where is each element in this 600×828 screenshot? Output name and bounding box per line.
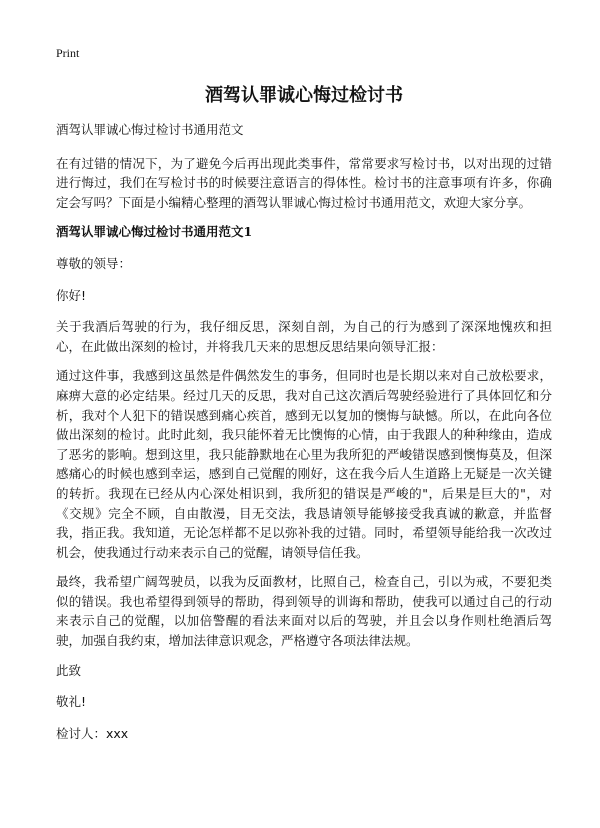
body-paragraph: 关于我酒后驾驶的行为，我仔细反思，深刻自剖，为自己的行为感到了深深地愧疚和担心，在此做出深刻的检讨，并将我几天来的思想反思结果向领导汇报：: [56, 319, 552, 354]
page-title: 酒驾认罪诚心悔过检讨书: [205, 85, 403, 106]
closing-salute: 敬礼!: [56, 694, 87, 710]
closing-line: 此致: [56, 662, 82, 678]
salutation: 尊敬的领导：: [56, 255, 132, 271]
subtitle: 酒驾认罪诚心悔过检讨书通用范文: [56, 122, 244, 137]
print-link[interactable]: Print: [56, 46, 80, 60]
signature: 检讨人：xxx: [56, 725, 129, 741]
body-paragraph: 通过这件事，我感到这虽然是件偶然发生的事务，但同时也是长期以来对自己放松要求，麻痹大意的必定结果。经过几天的反思，我对自己这次酒后驾驶经验进行了具体回忆和分析，我对个人犯下的错误感到痛心疾首，感到无以复加的懊悔与缺憾。所以，在此向各位做出深刻的检讨。此时此刻，我只能怀着无比懊悔的心情，由于我跟人的种种缘由，造成了恶劣的影响。想到这里，我只能静默地在心里为我所犯的严峻错误感到懊悔莫及，但深感痛心的时候也感到幸运，感到自己觉醒的刚好，这在我今后人生道路上无疑是一次关键的转折。我现在已经从内心深处相识到，我所犯的错误是严峻的"，后果是巨大的"，对《交规》完全不顾，自由散漫，目无交法，我恳请领导能够接受我真诚的歉意，并监督我，指正我。我知道，无论怎样都不足以弥补我的过错。同时，希望领导能给我一次改过机会，使我通过行动来表示自己的觉醒，请领导信任我。: [56, 368, 552, 560]
body-paragraph: 最终，我希望广阔驾驶员，以我为反面教材，比照自己，检查自己，引以为戒，不要犯类似的错误。我也希望得到领导的帮助，得到领导的训诲和帮助，使我可以通过自己的行动来表示自己的觉醒，以加倍警醒的看法来面对以后的驾驶，并且会以身作则杜绝酒后驾驶，加强自我约束，增加法律意识观念，严格遵守各项法律法规。: [56, 574, 552, 649]
greeting: 你好!: [56, 287, 87, 303]
intro-paragraph: 在有过错的情况下，为了避免今后再出现此类事件，常常要求写检讨书，以对出现的过错进行悔过，我们在写检讨书的时候要注意语言的得体性。检讨书的注意事项有许多，你确定会写吗？下面是小编精心整理的酒驾认罪诚心悔过检讨书通用范文，欢迎大家分享。: [56, 155, 552, 210]
section-title: 酒驾认罪诚心悔过检讨书通用范文1: [56, 224, 253, 240]
